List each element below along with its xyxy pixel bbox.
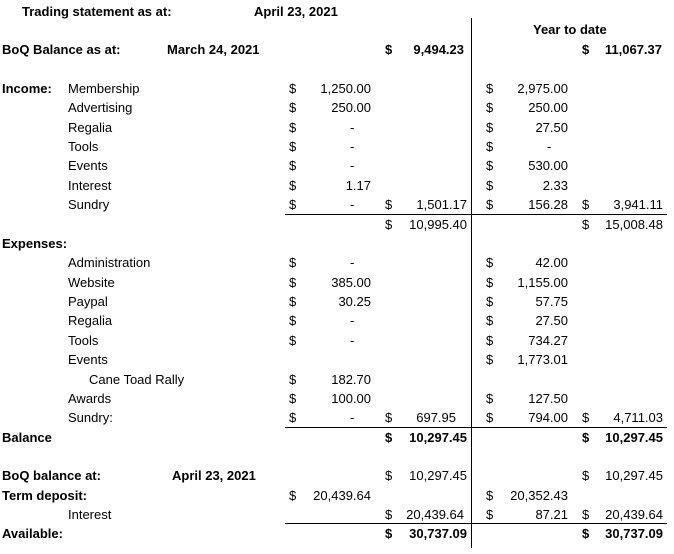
expense-row-ytd-value: 734.27 bbox=[528, 333, 568, 348]
income-row-ytd-value: 2.33 bbox=[542, 178, 568, 193]
expense-row-month-value: - bbox=[350, 333, 355, 348]
term-deposit-ytd-value: 20,352.43 bbox=[510, 488, 568, 503]
income-row-ytd-value: 250.00 bbox=[528, 100, 568, 115]
ytd-heading: Year to date bbox=[533, 22, 607, 37]
income-label: Income: bbox=[2, 81, 52, 96]
income-row-ytd-value: 530.00 bbox=[528, 158, 568, 173]
income-row-month-value: - bbox=[350, 197, 355, 212]
balance-currency: $ bbox=[385, 430, 393, 445]
income-row-currency: $ bbox=[289, 178, 297, 193]
expense-row-ytd-value: 1,155.00 bbox=[517, 275, 568, 290]
income-subtotal-currency: $ bbox=[385, 217, 393, 232]
expenses-label: Expenses: bbox=[2, 236, 68, 251]
available-currency: $ bbox=[385, 526, 393, 541]
expense-row-currency: $ bbox=[289, 391, 297, 406]
expense-row-month-value: - bbox=[350, 255, 355, 270]
boq-open-ytd-currency: $ bbox=[582, 42, 590, 57]
income-row-ytd-currency: $ bbox=[486, 197, 494, 212]
boq-close-value: 10,297.45 bbox=[409, 468, 467, 483]
expense-row-label: Tools bbox=[68, 333, 99, 348]
income-row-label: Interest bbox=[68, 178, 112, 193]
income-row-ytd-total-currency: $ bbox=[582, 197, 590, 212]
ytd-divider-line bbox=[471, 18, 472, 548]
expense-row-ytd-currency: $ bbox=[486, 333, 494, 348]
income-row-month-value: - bbox=[350, 139, 355, 154]
expense-row-ytd-currency: $ bbox=[486, 391, 494, 406]
expense-row-label: Awards bbox=[68, 391, 112, 406]
expense-row-label: Regalia bbox=[68, 313, 113, 328]
expense-row-currency: $ bbox=[289, 372, 297, 387]
income-row-month-value: 1.17 bbox=[345, 178, 371, 193]
expense-row-label: Sundry: bbox=[68, 410, 113, 425]
statement-date: April 23, 2021 bbox=[254, 4, 338, 19]
income-row-month-value: 1,250.00 bbox=[320, 81, 371, 96]
interest-label: Interest bbox=[68, 507, 112, 522]
expenses-total-rule bbox=[285, 427, 667, 428]
expense-row-ytd-value: 42.00 bbox=[535, 255, 568, 270]
income-subtotal-rule bbox=[285, 214, 667, 215]
expense-row-label: Paypal bbox=[68, 294, 108, 309]
expense-row-total-value: 697.95 bbox=[416, 410, 456, 425]
income-row-label: Events bbox=[68, 158, 108, 173]
boq-open-date: March 24, 2021 bbox=[167, 42, 260, 57]
balance-ytd-currency: $ bbox=[582, 430, 590, 445]
income-row-total-value: 1,501.17 bbox=[416, 197, 467, 212]
expense-row-ytd-currency: $ bbox=[486, 313, 494, 328]
term-deposit-label: Term deposit: bbox=[2, 488, 87, 503]
income-row-currency: $ bbox=[289, 139, 297, 154]
available-ytd-currency: $ bbox=[582, 526, 590, 541]
income-row-currency: $ bbox=[289, 81, 297, 96]
interest-total-value: 20,439.64 bbox=[406, 507, 464, 522]
income-row-currency: $ bbox=[289, 100, 297, 115]
income-row-ytd-currency: $ bbox=[486, 139, 494, 154]
expense-row-ytd-currency: $ bbox=[486, 294, 494, 309]
boq-close-ytd-value: 10,297.45 bbox=[605, 468, 663, 483]
income-row-ytd-value: - bbox=[547, 139, 552, 154]
expense-row-month-value: 100.00 bbox=[331, 391, 371, 406]
boq-open-ytd-value: 11,067.37 bbox=[604, 42, 662, 57]
balance-ytd-value: 10,297.45 bbox=[605, 430, 663, 445]
income-row-month-value: - bbox=[350, 120, 355, 135]
income-row-ytd-value: 2,975.00 bbox=[517, 81, 568, 96]
income-ytd-subtotal-currency: $ bbox=[582, 217, 590, 232]
expense-row-month-value: 385.00 bbox=[331, 275, 371, 290]
income-row-month-value: - bbox=[350, 158, 355, 173]
expense-row-ytd-value: 127.50 bbox=[528, 391, 568, 406]
income-row-label: Tools bbox=[68, 139, 99, 154]
expense-row-currency: $ bbox=[289, 410, 297, 425]
expense-row-currency: $ bbox=[289, 333, 297, 348]
income-row-month-value: 250.00 bbox=[331, 100, 371, 115]
expense-row-ytd-value: 27.50 bbox=[535, 313, 568, 328]
boq-open-label: BoQ Balance as at: bbox=[2, 42, 121, 57]
expense-row-label: Administration bbox=[68, 255, 151, 270]
boq-close-ytd-currency: $ bbox=[582, 468, 590, 483]
expense-row-ytd-value: 57.75 bbox=[535, 294, 568, 309]
expense-row-currency: $ bbox=[289, 275, 297, 290]
interest-total-currency: $ bbox=[385, 507, 393, 522]
boq-close-date: April 23, 2021 bbox=[172, 468, 256, 483]
boq-close-label: BoQ balance at: bbox=[2, 468, 101, 483]
interest-ytd-value: 87.21 bbox=[535, 507, 568, 522]
income-row-currency: $ bbox=[289, 197, 297, 212]
expense-row-currency: $ bbox=[289, 255, 297, 270]
income-row-ytd-currency: $ bbox=[486, 178, 494, 193]
income-row-ytd-total-value: 3,941.11 bbox=[613, 197, 663, 212]
income-ytd-subtotal-value: 15,008.48 bbox=[605, 217, 663, 232]
expense-row-ytd-value: 1,773.01 bbox=[517, 352, 568, 367]
available-ytd-value: 30,737.09 bbox=[605, 526, 663, 541]
expense-row-month-value: - bbox=[350, 313, 355, 328]
statement-title: Trading statement as at: bbox=[22, 4, 172, 19]
income-row-label: Membership bbox=[68, 81, 140, 96]
expense-row-label: Cane Toad Rally bbox=[89, 372, 185, 387]
expense-row-month-value: 182.70 bbox=[331, 372, 371, 387]
income-subtotal-value: 10,995.40 bbox=[409, 217, 467, 232]
term-deposit-currency: $ bbox=[289, 488, 297, 503]
boq-close-currency: $ bbox=[385, 468, 393, 483]
expense-row-ytd-currency: $ bbox=[486, 255, 494, 270]
interest-ytd-total-currency: $ bbox=[582, 507, 590, 522]
expense-row-ytd-total-currency: $ bbox=[582, 410, 590, 425]
boq-open-value: 9,494.23 bbox=[413, 42, 464, 57]
income-row-ytd-currency: $ bbox=[486, 81, 494, 96]
available-label: Available: bbox=[2, 526, 63, 541]
expense-row-ytd-total-value: 4,711.03 bbox=[613, 410, 663, 425]
balance-value: 10,297.45 bbox=[409, 430, 467, 445]
income-row-label: Regalia bbox=[68, 120, 113, 135]
expense-row-month-value: 30.25 bbox=[338, 294, 371, 309]
expense-row-currency: $ bbox=[289, 294, 297, 309]
balance-label: Balance bbox=[2, 430, 52, 445]
expense-row-ytd-currency: $ bbox=[486, 352, 494, 367]
income-row-ytd-currency: $ bbox=[486, 100, 494, 115]
interest-ytd-currency: $ bbox=[486, 507, 494, 522]
available-total-rule bbox=[285, 523, 667, 524]
income-row-currency: $ bbox=[289, 120, 297, 135]
expense-row-label: Website bbox=[68, 275, 115, 290]
income-row-label: Advertising bbox=[68, 100, 133, 115]
income-row-ytd-currency: $ bbox=[486, 120, 494, 135]
term-deposit-ytd-currency: $ bbox=[486, 488, 494, 503]
expense-row-ytd-currency: $ bbox=[486, 275, 494, 290]
expense-row-total-currency: $ bbox=[385, 410, 393, 425]
boq-open-currency: $ bbox=[385, 42, 393, 57]
income-row-ytd-value: 27.50 bbox=[535, 120, 568, 135]
interest-ytd-total-value: 20,439.64 bbox=[605, 507, 663, 522]
expense-row-currency: $ bbox=[289, 313, 297, 328]
income-row-total-currency: $ bbox=[385, 197, 393, 212]
income-row-ytd-value: 156.28 bbox=[528, 197, 568, 212]
term-deposit-value: 20,439.64 bbox=[313, 488, 371, 503]
income-row-label: Sundry bbox=[68, 197, 110, 212]
expense-row-ytd-currency: $ bbox=[486, 410, 494, 425]
expense-row-label: Events bbox=[68, 352, 108, 367]
expense-row-month-value: - bbox=[350, 410, 355, 425]
expense-row-ytd-value: 794.00 bbox=[528, 410, 568, 425]
available-value: 30,737.09 bbox=[409, 526, 467, 541]
income-row-ytd-currency: $ bbox=[486, 158, 494, 173]
income-row-currency: $ bbox=[289, 158, 297, 173]
